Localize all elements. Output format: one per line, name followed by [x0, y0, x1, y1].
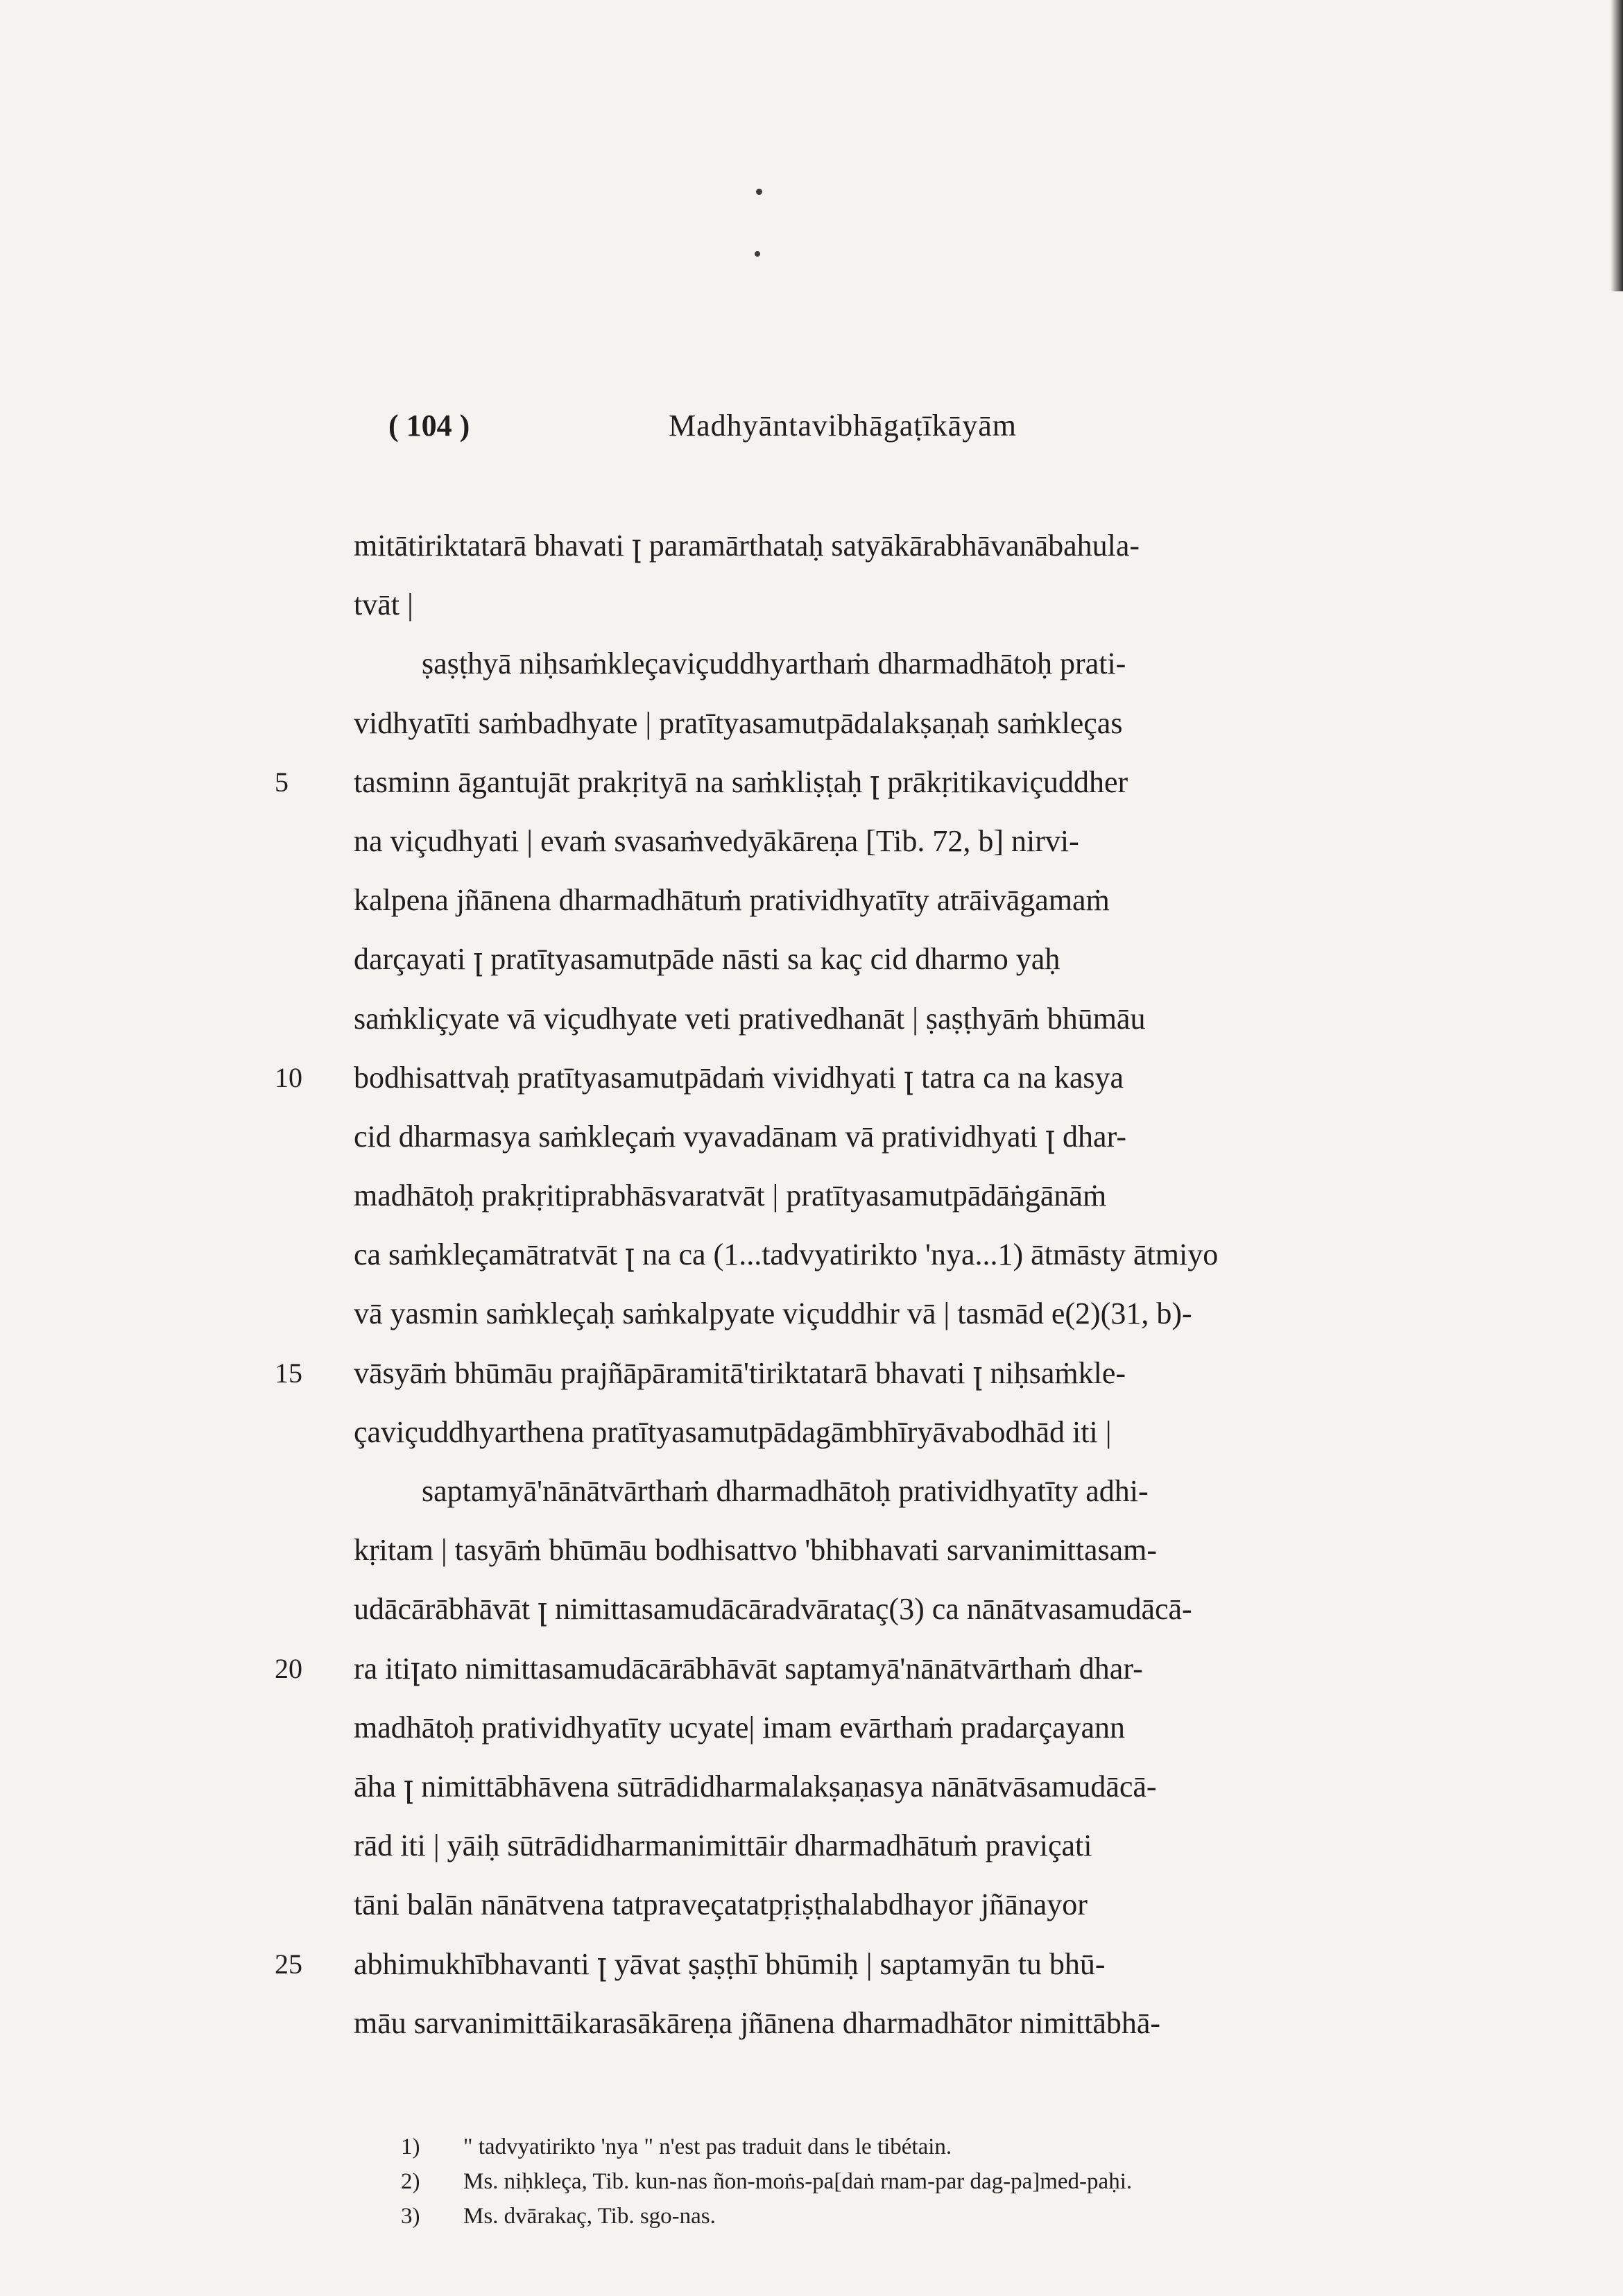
- footnote: [401, 2199, 1441, 2234]
- text-line: udācārābhāvāt ꞁ nimittasamudācāradvārataç(3) ca nānātvasamudācā-: [354, 1592, 1192, 1627]
- text-line: vāsyāṁ bhūmāu prajñāpāramitā'tiriktatarā bhavati ꞁ niḥsaṁkle-: [354, 1355, 1126, 1390]
- running-title: Madhyāntavibhāgaṭīkāyām: [669, 409, 1017, 443]
- text-line: bodhisattvaḥ pratītyasamutpādaṁ vividhyati ꞁ tatra ca na kasya: [354, 1060, 1124, 1095]
- footnote-number: 2): [401, 2169, 420, 2194]
- line-number: 25: [275, 1948, 302, 1980]
- footnote-number: 1): [401, 2134, 420, 2159]
- line-number: 5: [275, 766, 289, 798]
- text-line: ca saṁkleçamātratvāt ꞁ na ca (1...tadvyatirikto 'nya...1) ātmāsty ātmiyo: [354, 1237, 1219, 1272]
- footnote-text: Ms. dvārakaç, Tib. sgo-nas.: [463, 2204, 716, 2229]
- ink-speck: [755, 251, 760, 257]
- text-line: darçayati ꞁ pratītyasamutpāde nāsti sa kaç cid dharmo yaḥ: [354, 942, 1060, 977]
- ink-speck: [756, 189, 762, 195]
- text-line: tāni balān nānātvena tatpraveçatatpṛiṣṭhalabdhayor jñānayor: [354, 1887, 1088, 1922]
- footnote: [401, 2130, 1441, 2164]
- text-line: kṛitam | tasyāṁ bhūmāu bodhisattvo 'bhibhavati sarvanimittasam-: [354, 1533, 1158, 1568]
- footnote-text: " tadvyatirikto 'nya " n'est pas traduit dans le tibétain.: [463, 2134, 952, 2159]
- text-line: madhātoḥ prakṛitiprabhāsvaratvāt | pratītyasamutpādāṅgānāṁ: [354, 1179, 1107, 1213]
- text-line: tvāt |: [354, 588, 413, 622]
- text-line: āha ꞁ nimittābhāvena sūtrādidharmalakṣaṇasya nānātvāsamudācā-: [354, 1769, 1157, 1804]
- text-line: rād iti | yāiḥ sūtrādidharmanimittāir dharmadhātuṁ praviçati: [354, 1828, 1092, 1863]
- line-number: 15: [275, 1357, 302, 1389]
- text-line: mitātiriktatarā bhavati ꞁ paramārthataḥ satyākārabhāvanābahula-: [354, 529, 1140, 563]
- text-line: madhātoḥ pratividhyatīty ucyate| imam evārthaṁ pradarçayann: [354, 1710, 1126, 1745]
- text-line: cid dharmasya saṁkleçaṁ vyavadānam vā pratividhyati ꞁ dhar-: [354, 1119, 1126, 1154]
- text-line: vā yasmin saṁkleçaḥ saṁkalpyate viçuddhir vā | tasmād e(2)(31, b)-: [354, 1296, 1192, 1331]
- text-line: na viçudhyati | evaṁ svasaṁvedyākāreṇa [Tib. 72, b] nirvi-: [354, 823, 1079, 858]
- text-line: māu sarvanimittāikarasākāreṇa jñānena dharmadhātor nimittābhā-: [354, 2005, 1161, 2040]
- text-line: ra itiꞁato nimittasamudācārābhāvāt saptamyā'nānātvārthaṁ dhar-: [354, 1651, 1143, 1686]
- footnote-number: 3): [401, 2204, 420, 2229]
- body-text: [354, 516, 1444, 2053]
- text-line: saṁkliçyate vā viçudhyate veti prativedhanāt | ṣaṣṭhyāṁ bhūmāu: [354, 1001, 1146, 1036]
- footnote-text: Ms. niḥkleça, Tib. kun-nas ñon-moṅs-pa[daṅ rnam-par dag-pa]med-paḥi.: [463, 2169, 1133, 2194]
- text-line: kalpena jñānena dharmadhātuṁ pratividhyatīty atrāivāgamaṁ: [354, 883, 1110, 918]
- text-line: saptamyā'nānātvārthaṁ dharmadhātoḥ pratividhyatīty adhi-: [422, 1474, 1149, 1508]
- text-line: abhimukhībhavanti ꞁ yāvat ṣaṣṭhī bhūmiḥ | saptamyān tu bhū-: [354, 1946, 1106, 1981]
- text-line: ṣaṣṭhyā niḥsaṁkleçaviçuddhyarthaṁ dharmadhātoḥ prati-: [422, 646, 1126, 681]
- footnotes: [401, 2130, 1441, 2234]
- text-line: tasminn āgantujāt prakṛityā na saṁkliṣṭaḥ ꞁ prākṛitikaviçuddher: [354, 764, 1128, 799]
- page-number: ( 104 ): [388, 409, 470, 443]
- line-number: 20: [275, 1653, 302, 1684]
- footnote: [401, 2164, 1441, 2199]
- page-header: [388, 408, 1429, 463]
- text-line: çaviçuddhyarthena pratītyasamutpādagāmbhīryāvabodhād iti |: [354, 1414, 1112, 1449]
- page-edge-shadow: [1611, 0, 1623, 291]
- line-number: 10: [275, 1062, 302, 1093]
- text-line: vidhyatīti saṁbadhyate | pratītyasamutpādalakṣaṇaḥ saṁkleças: [354, 705, 1123, 740]
